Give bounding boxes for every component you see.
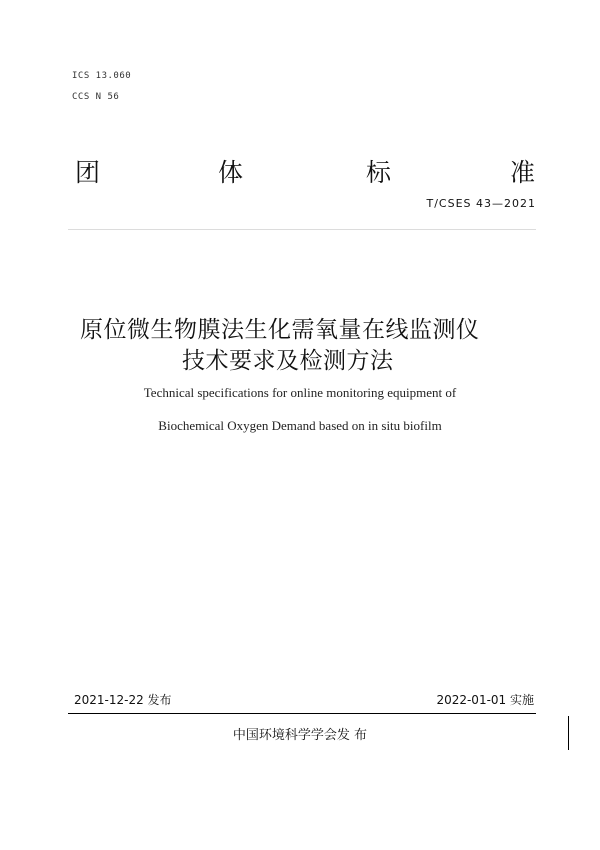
implement-date: 2022-01-01 实施: [436, 693, 534, 707]
standard-type-char-3: 标: [366, 158, 392, 187]
publisher: 中国环境科学学会发 布: [232, 728, 368, 743]
margin-mark: [568, 716, 569, 750]
ics-code: ICS 13.060: [72, 71, 132, 81]
standard-type-char-1: 团: [75, 158, 101, 187]
standard-type-char-4: 准: [510, 158, 536, 187]
standard-number: T/CSES 43—2021: [426, 197, 536, 210]
publish-date: 2021-12-22 发布: [74, 693, 172, 707]
title-english-line-2: Biochemical Oxygen Demand based on in situ biofilm: [158, 418, 442, 433]
header-divider: [68, 229, 536, 230]
title-chinese-line-2: 技术要求及检测方法: [182, 348, 394, 374]
title-english-line-1: Technical specifications for online monitoring equipment of: [143, 385, 457, 400]
title-chinese-line-1: 原位微生物膜法生化需氧量在线监测仪: [80, 317, 480, 343]
standard-type-char-2: 体: [218, 158, 244, 187]
footer-divider: [68, 713, 536, 714]
ccs-code: CCS N 56: [72, 92, 120, 102]
